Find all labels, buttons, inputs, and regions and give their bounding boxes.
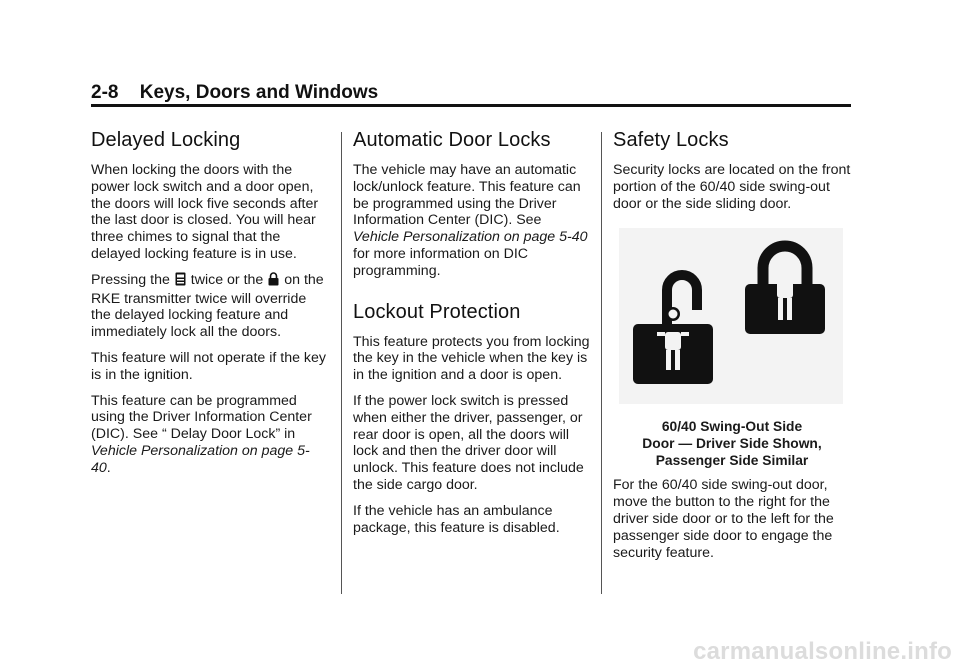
heading-safety-locks: Safety Locks: [613, 129, 729, 151]
child-unlocked-icon: [633, 275, 713, 384]
safety-lock-figure: [619, 228, 843, 404]
column-door-locks: [353, 128, 591, 545]
figure-caption: 60/40 Swing-Out Side Door — Driver Side Shown, Passenger Side Similar: [642, 419, 822, 469]
padlock-icon: [268, 272, 279, 291]
lockout-protection-p2: If the power lock switch is pressed when either the driver, passenger, or rear door is open, all the doors will lock and then the driver door will unlock. This feature does not include the side cargo door.: [353, 392, 584, 493]
page-header: [91, 82, 378, 104]
column-safety-locks: [613, 128, 851, 570]
child-locked-icon: [745, 246, 825, 334]
cross-reference-link[interactable]: Vehicle Personalization on page 5-40: [353, 229, 588, 246]
heading-delayed-locking: Delayed Locking: [91, 129, 241, 151]
delayed-locking-p2: Pressing the twice or the on the RKE transmitter twice will override the delayed locking feature and immediately lock all the doors.: [91, 271, 324, 341]
heading-lockout-protection: Lockout Protection: [353, 300, 521, 323]
automatic-door-locks-p1: The vehicle may have an automatic lock/unlock feature. This feature can be programmed using the Driver Information Center (DIC). See Vehicle Personalization on page 5-40 for more information on DIC programming.: [353, 162, 588, 279]
lockout-protection-p3: If the vehicle has an ambulance package, this feature is disabled.: [353, 502, 560, 536]
safety-locks-p1: Security locks are located on the front portion of the 60/40 side swing-out door or the side sliding door.: [613, 162, 851, 212]
lock-key-fob-icon: [175, 272, 186, 291]
column-delayed-locking: [91, 128, 329, 486]
column-divider-1: [341, 132, 342, 594]
heading-automatic-door-locks: Automatic Door Locks: [353, 129, 551, 151]
delayed-locking-p3: This feature will not operate if the key is in the ignition.: [91, 349, 327, 383]
delayed-locking-p4: This feature can be programmed using the Driver Information Center (DIC). See “ Delay Door Lock” in Vehicle Personalization on page 5-40.: [91, 392, 312, 476]
header-rule: [91, 104, 851, 107]
delayed-locking-p1: When locking the doors with the power lock switch and a door open, the doors will lock five seconds after the last door is closed. You will hear three chimes to signal that the delayed locking feature is in use.: [91, 162, 319, 262]
watermark: carmanualsonline.info: [693, 638, 952, 665]
safety-locks-p2: For the 60/40 side swing-out door, move the button to the right for the driver side door or to the left for the passenger side door to engage the security feature.: [613, 477, 834, 561]
lockout-protection-p1: This feature protects you from locking the key in the vehicle when the key is in the ignition and a door is open.: [353, 333, 590, 384]
cross-reference-link[interactable]: Vehicle Personalization on page 5-40: [91, 442, 310, 476]
column-divider-2: [601, 132, 602, 594]
page-number: 2-8: [91, 82, 119, 103]
section-title: Keys, Doors and Windows: [139, 82, 379, 103]
